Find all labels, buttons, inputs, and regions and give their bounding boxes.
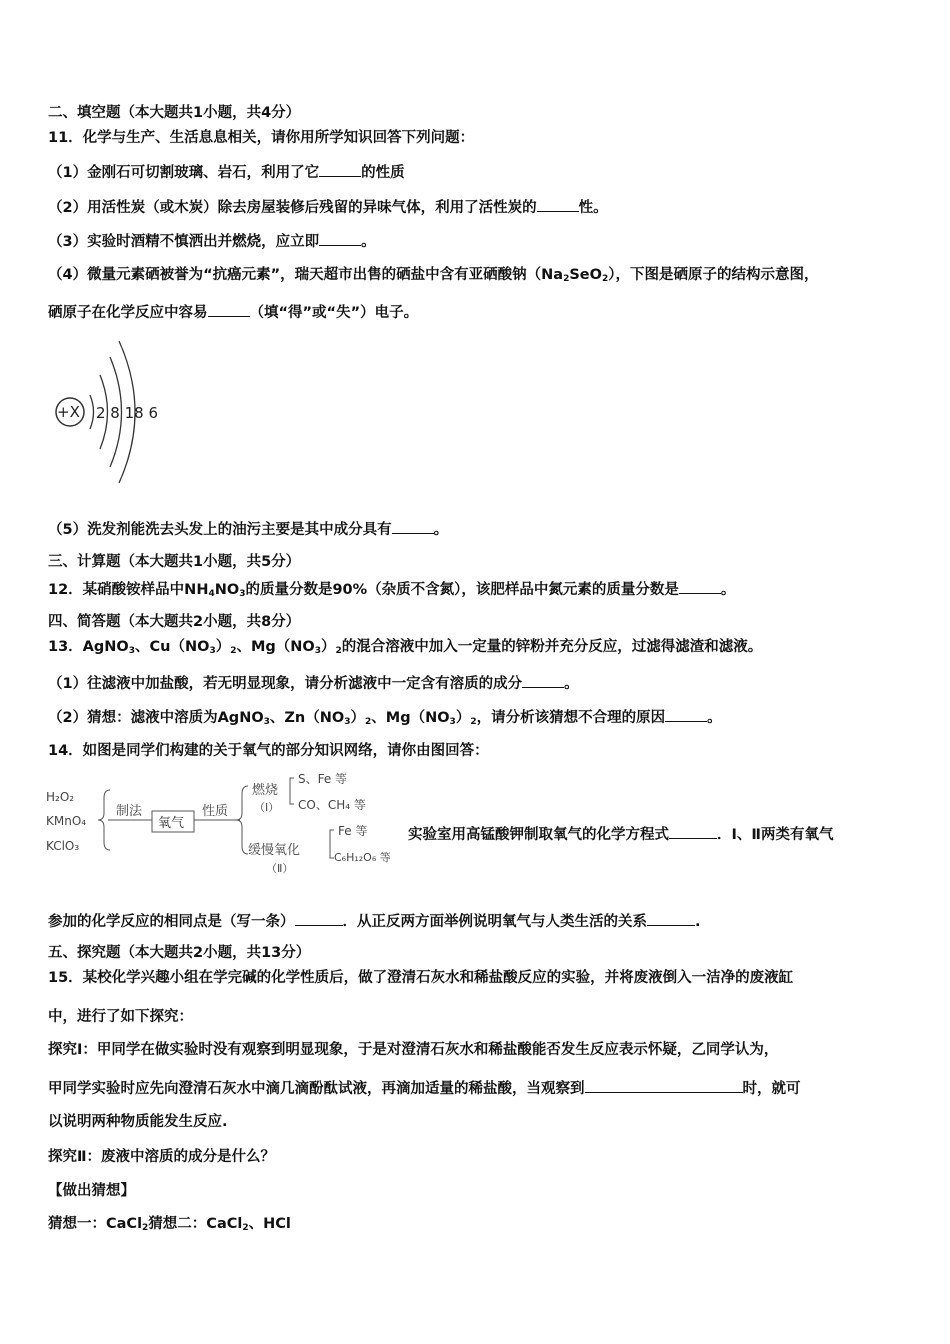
- answer-blank[interactable]: [665, 707, 707, 722]
- text: ）: [215, 639, 231, 655]
- subscript: 2: [142, 1223, 149, 1233]
- reagent-h2o2: H₂O₂: [46, 790, 75, 804]
- question-11: 11．化学与生产、生活息息相关，请你用所学知识回答下列问题：: [48, 130, 475, 146]
- question-15: 15．某校化学兴趣小组在学完碱的化学性质后，做了澄清石灰水和稀盐酸反应的实验，并将废液倒入一洁净的废液缸: [48, 970, 794, 986]
- q14-part2: [48, 911, 701, 931]
- answer-blank[interactable]: [319, 231, 361, 246]
- text: 12．某硝酸铵样品中NH: [48, 582, 209, 598]
- answer-blank[interactable]: [669, 824, 717, 839]
- q11-part5: [48, 519, 448, 539]
- subscript: 2: [365, 717, 372, 727]
- selenium-atom-diagram: [45, 335, 165, 495]
- text: 。: [564, 676, 579, 692]
- text: （3）实验时酒精不慎洒出并燃烧，应立即: [48, 234, 320, 250]
- q11-part1: [48, 162, 405, 182]
- text: 。: [707, 710, 722, 726]
- answer-blank[interactable]: [208, 302, 250, 317]
- section-4-header: 四、简答题（本大题共2小题，共8分）: [48, 614, 301, 630]
- subscript: 2: [242, 1223, 249, 1233]
- inquiry-1-end: 以说明两种物质能发生反应.: [48, 1114, 228, 1130]
- question-14: 14．如图是同学们构建的关于氧气的部分知识网络，请你由图回答：: [48, 743, 489, 759]
- q13-part1: [48, 673, 579, 693]
- label-co-ch4: CO、CH₄ 等: [298, 798, 366, 812]
- inquiry-2: 探究Ⅱ：废液中溶质的成分是什么？: [48, 1149, 276, 1165]
- q14-part1: [408, 824, 833, 844]
- reagent-kmno4: KMnO₄: [46, 814, 87, 828]
- nucleus-label: +X: [57, 403, 80, 421]
- text: 性。: [578, 200, 608, 216]
- text: （1）往滤液中加盐酸，若无明显现象，请分析滤液中一定含有溶质的成分: [48, 676, 523, 692]
- section-2-header: 二、填空题（本大题共1小题，共4分）: [48, 105, 301, 121]
- text: （填“得”或“失”）电子。: [249, 305, 419, 321]
- text: 的性质: [361, 165, 405, 181]
- inquiry-1-cont: [48, 1078, 801, 1098]
- q11-part4-cont: [48, 302, 418, 322]
- text: SeO: [569, 267, 602, 283]
- text: 。: [720, 582, 736, 598]
- answer-blank[interactable]: [679, 579, 721, 594]
- text: 实验室用高锰酸钾制取氧气的化学方程式: [408, 827, 669, 843]
- text: 时，就可: [742, 1081, 801, 1097]
- text: .: [695, 914, 701, 930]
- text: ）: [455, 710, 471, 726]
- oxygen-knowledge-network: [42, 768, 407, 880]
- text: ，请分析该猜想不合理的原因: [476, 710, 666, 726]
- text: 猜想二：CaCl: [148, 1216, 243, 1232]
- q11-part4: [48, 266, 818, 284]
- subscript: 2: [601, 274, 609, 284]
- subscript: 3: [239, 589, 246, 599]
- text: （1）金刚石可切割玻璃、岩石，利用了它: [48, 165, 320, 181]
- text: NO: [214, 582, 240, 598]
- answer-blank[interactable]: [319, 162, 361, 177]
- subscript: 4: [208, 589, 215, 599]
- question-15-cont: 中，进行了如下探究：: [48, 1009, 193, 1025]
- text: 。: [433, 522, 449, 538]
- answer-blank[interactable]: [295, 911, 343, 926]
- subscript: 2: [470, 717, 477, 727]
- answer-blank[interactable]: [522, 673, 564, 688]
- q13-part2: [48, 707, 722, 727]
- text: （2）猜想：滤液中溶质为AgNO: [48, 710, 264, 726]
- text: ．从正反两方面举例说明氧气与人类生活的关系: [342, 914, 647, 930]
- inquiry-1: 探究Ⅰ：甲同学在做实验时没有观察到明显现象，于是对澄清石灰水和稀盐酸能否发生反应表示怀疑，乙同学认为，: [48, 1042, 779, 1058]
- label-xingzhi: 性质: [202, 804, 229, 819]
- text: 13．AgNO: [48, 639, 129, 655]
- small-brace: [290, 778, 294, 804]
- guess-header: 【做出猜想】: [48, 1183, 135, 1199]
- text: （2）用活性炭（或木炭）除去房屋装修后残留的异味气体，利用了活性炭的: [48, 200, 537, 216]
- answer-blank[interactable]: [537, 197, 579, 212]
- q11-part3: [48, 231, 376, 251]
- subscript: 3: [449, 717, 456, 727]
- question-12: [48, 579, 735, 599]
- label-zhifa: 制法: [116, 804, 143, 819]
- question-13: [48, 638, 762, 656]
- answer-blank[interactable]: [647, 911, 695, 926]
- label-type2: （Ⅱ）: [266, 862, 294, 875]
- subscript: 2: [563, 274, 570, 284]
- text: 的质量分数是90%（杂质不含氮），该肥样品中氮元素的质量分数是: [245, 582, 679, 598]
- label-oxygen: 氧气: [158, 816, 185, 831]
- text: 、Mg（NO: [236, 639, 315, 655]
- text: 甲同学实验时应先向澄清石灰水中滴几滴酚酞试液，再滴加适量的稀盐酸，当观察到: [48, 1081, 585, 1097]
- text: 。: [361, 234, 376, 250]
- label-c6h12o6: C₆H₁₂O₆ 等: [334, 851, 391, 864]
- section-3-header: 三、计算题（本大题共1小题，共5分）: [48, 554, 301, 570]
- subscript: 2: [335, 646, 342, 656]
- reagent-kclo3: KClO₃: [46, 839, 80, 853]
- text: 参加的化学反应的相同点是（写一条）: [48, 914, 295, 930]
- subscript: 3: [344, 717, 351, 727]
- subscript: 3: [128, 646, 136, 656]
- answer-blank[interactable]: [585, 1078, 743, 1093]
- subscript: 3: [314, 646, 322, 656]
- text: 猜想一：CaCl: [48, 1216, 143, 1232]
- text: ．Ⅰ、Ⅱ两类有氧气: [717, 827, 834, 843]
- text: ）: [321, 639, 336, 655]
- q11-part2: [48, 197, 608, 217]
- text: ），下图是硒原子的结构示意图，: [608, 267, 819, 283]
- text: 硒原子在化学反应中容易: [48, 305, 208, 321]
- text: （5）洗发剂能洗去头发上的油污主要是其中成分具有: [48, 522, 392, 538]
- text: 的混合溶液中加入一定量的锌粉并充分反应，过滤得滤渣和滤液。: [341, 639, 763, 655]
- section-5-header: 五、探究题（本大题共2小题，共13分）: [48, 945, 311, 961]
- text: 、Zn（NO: [269, 710, 345, 726]
- label-s-fe: S、Fe 等: [298, 772, 348, 786]
- shell-arc: [90, 395, 94, 429]
- answer-blank[interactable]: [392, 519, 434, 534]
- label-huanman: 缓慢氧化: [248, 843, 301, 858]
- text: ）: [350, 710, 365, 726]
- text: 、HCl: [248, 1216, 291, 1232]
- guesses: [48, 1215, 291, 1233]
- subscript: 2: [230, 646, 237, 656]
- label-type1: （Ⅰ）: [254, 801, 280, 814]
- text: （4）微量元素硒被誉为“抗癌元素”，瑞天超市出售的硒盐中含有亚硒酸钠（Na: [48, 267, 564, 283]
- subscript: 3: [263, 717, 270, 727]
- label-ranshao: 燃烧: [252, 783, 279, 798]
- subscript: 3: [209, 646, 216, 656]
- brace-right: [236, 786, 248, 854]
- text: 、Cu（NO: [135, 639, 210, 655]
- text: 、Mg（NO: [371, 710, 450, 726]
- shell-electrons: 2 8 18 6: [96, 404, 159, 422]
- label-fe: Fe 等: [338, 824, 368, 838]
